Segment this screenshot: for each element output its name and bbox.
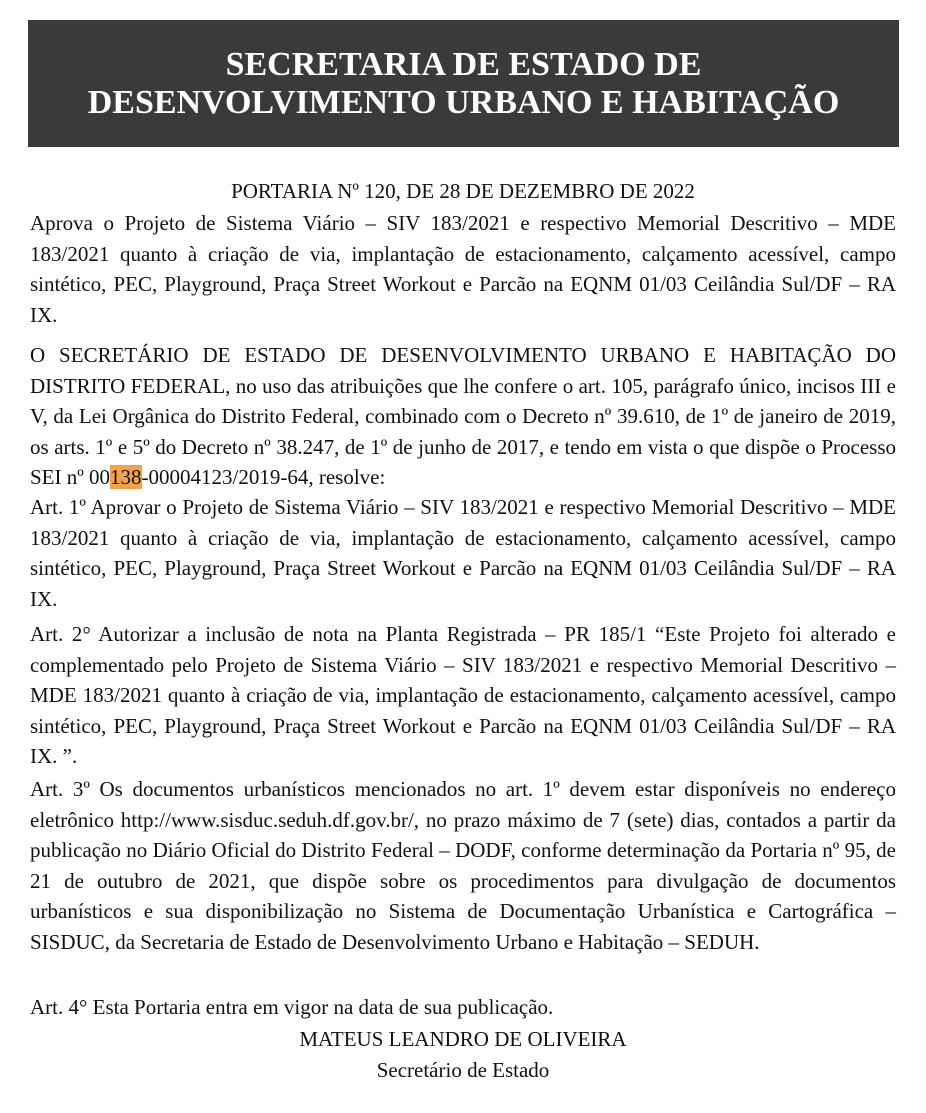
page-title: PORTARIA Nº 120, DE 28 DE DEZEMBRO DE 2022 xyxy=(231,179,695,203)
article-1: Art. 1º Aprovar o Projeto de Sistema Viário – SIV 183/2021 e respectivo Memorial Descritivo – MDE 183/2021 quanto à criação de via, implantação de estacionamento, calçamento acessível, campo sintético, PEC, Playground, Praça Street Workout e Parcão na EQNM 01/03 Ceilândia Sul/DF – RA IX. xyxy=(30,495,896,611)
article-4: Art. 4° Esta Portaria entra em vigor na data de sua publicação. xyxy=(30,995,554,1019)
signatory-name: MATEUS LEANDRO DE OLIVEIRA xyxy=(299,1027,627,1051)
highlighted-text: 138 xyxy=(110,465,142,490)
header-line-2: DESENVOLVIMENTO URBANO E HABITAÇÃO xyxy=(87,83,840,121)
summary-paragraph: Aprova o Projeto de Sistema Viário – SIV 183/2021 e respectivo Memorial Descritivo – MDE 183/2021 quanto à criação de via, implantação de estacionamento, calçamento acessível, campo sintético, PEC, Playground, Praça Street Workout e Parcão na EQNM 01/03 Ceilândia Sul/DF – RA IX. xyxy=(30,211,896,327)
article-3: Art. 3º Os documentos urbanísticos mencionados no art. 1º devem estar disponíveis no endereço eletrônico http://www.sisduc.seduh.df.gov.br/, no prazo máximo de 7 (sete) dias, contados a partir da publicação no Diário Oficial do Distrito Federal – DODF, conforme determinação da Portaria nº 95, de 21 de outubro de 2021, que dispõe sobre os procedimentos para divulgação de documentos urbanísticos e sua disponibilização no Sistema de Documentação Urbanística e Cartográfica – SISDUC, da Secretaria de Estado de Desenvolvimento Urbano e Habitação – SEDUH. xyxy=(30,777,896,954)
preamble-text-end: -00004123/2019-64, resolve: xyxy=(141,465,386,490)
signatory-role: Secretário de Estado xyxy=(376,1058,550,1082)
preamble-paragraph xyxy=(30,340,896,493)
preamble-text: O SECRETÁRIO DE ESTADO DE DESENVOLVIMENTO URBANO E HABITAÇÃO DO DISTRITO FEDERAL, no uso das atribuições que lhe confere o art. 105, parágrafo único, incisos III e V, da Lei Orgânica do Distrito Federal, combinado com o Decreto nº 39.610, de 1º de janeiro de 2019, os arts. 1º e 5º do Decreto nº 38.247, de 1º de junho de 2017, e tendo em vista o que dispõe o Processo SEI nº 00 xyxy=(30,343,896,490)
header-banner xyxy=(28,20,899,147)
header-line-1: SECRETARIA DE ESTADO DE xyxy=(225,45,702,83)
article-2: Art. 2° Autorizar a inclusão de nota na Planta Registrada – PR 185/1 “Este Projeto foi alterado e complementado pelo Projeto de Sistema Viário – SIV 183/2021 e respectivo Memorial Descritivo – MDE 183/2021 quanto à criação de via, implantação de estacionamento, calçamento acessível, campo sintético, PEC, Playground, Praça Street Workout e Parcão na EQNM 01/03 Ceilândia Sul/DF – RA IX. ”. xyxy=(30,622,896,769)
